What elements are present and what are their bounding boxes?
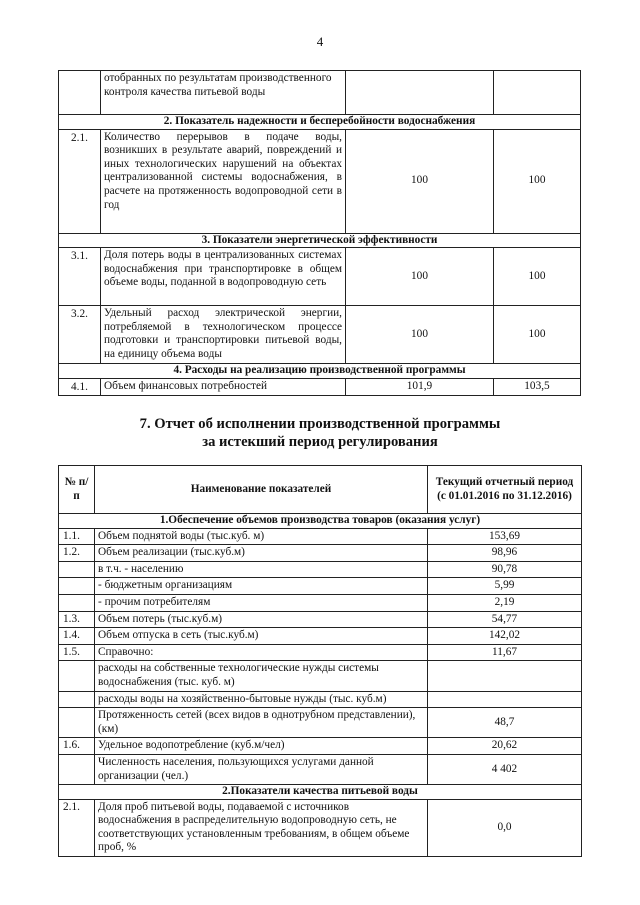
table-row [59, 754, 582, 784]
value-cell: 100 [346, 248, 494, 306]
table-row [59, 306, 581, 364]
section-title-reliability: 2. Показатель надежности и бесперебойности водоснабжения [59, 115, 581, 130]
indicator-value: 142,02 [428, 628, 582, 645]
table-row [59, 71, 581, 115]
indicator-name: Объем отпуска в сеть (тыс.куб.м) [95, 628, 428, 645]
report-title-line2: за истекший период регулирования [202, 434, 438, 450]
row-number [59, 691, 95, 708]
report-title [0, 415, 640, 451]
indicator-name: Справочно: [95, 644, 428, 661]
indicator-value: 98,96 [428, 545, 582, 562]
table-row [59, 129, 581, 233]
row-number [59, 578, 95, 595]
row-number: 2.1. [59, 799, 95, 856]
row-number: 1.3. [59, 611, 95, 628]
table-row [59, 561, 582, 578]
row-number: 3.2. [59, 306, 101, 364]
report-title-line1: 7. Отчет об исполнении производственной программы [139, 416, 501, 432]
indicator-name: расходы на собственные технологические нужды системы водоснабжения (тыс. куб. м) [95, 661, 428, 691]
performance-indicators-table [58, 70, 581, 396]
continuation-text: отобранных по результатам производственного контроля качества питьевой воды [101, 71, 346, 115]
row-number: 1.1. [59, 528, 95, 545]
indicator-name: расходы воды на хозяйственно-бытовые нужды (тыс. куб.м) [95, 691, 428, 708]
indicator-name: в т.ч. - населению [95, 561, 428, 578]
indicator-text: Доля потерь воды в централизованных системах водоснабжения при транспортировке в общем объеме воды, поданной в водопроводную сеть [101, 248, 346, 306]
indicator-value: 11,67 [428, 644, 582, 661]
section-row [59, 364, 581, 379]
table-row [59, 545, 582, 562]
table-row [59, 708, 582, 738]
header-num: № п/п [59, 466, 95, 514]
indicator-name: Протяженность сетей (всех видов в однотрубном представлении), (км) [95, 708, 428, 738]
production-rows [59, 528, 582, 785]
indicator-value [428, 691, 582, 708]
indicator-value: 0,0 [428, 799, 582, 856]
indicator-name: Удельное водопотребление (куб.м/чел) [95, 738, 428, 755]
table-row [59, 628, 582, 645]
row-number: 2.1. [59, 129, 101, 233]
row-number: 1.6. [59, 738, 95, 755]
indicator-value: 5,99 [428, 578, 582, 595]
indicator-name: - прочим потребителям [95, 594, 428, 611]
header-period: Текущий отчетный период (с 01.01.2016 по 31.12.2016) [428, 466, 582, 514]
indicator-name: Объем поднятой воды (тыс.куб. м) [95, 528, 428, 545]
row-number: 1.2. [59, 545, 95, 562]
indicator-value: 54,77 [428, 611, 582, 628]
section-title-expenses: 4. Расходы на реализацию производственной программы [59, 364, 581, 379]
value-cell: 103,5 [494, 378, 581, 396]
section-title-energy: 3. Показатели энергетической эффективности [59, 233, 581, 248]
section-title-production: 1.Обеспечение объемов производства товаров (оказания услуг) [59, 514, 582, 529]
indicator-value: 20,62 [428, 738, 582, 755]
indicator-name: Объем реализации (тыс.куб.м) [95, 545, 428, 562]
indicator-value: 2,19 [428, 594, 582, 611]
row-number: 3.1. [59, 248, 101, 306]
indicator-value: 48,7 [428, 708, 582, 738]
page-number: 4 [316, 34, 324, 49]
table-row [59, 738, 582, 755]
table-row [59, 378, 581, 396]
row-number [59, 594, 95, 611]
table-row [59, 799, 582, 856]
indicator-text: Объем финансовых потребностей [101, 378, 346, 396]
section-row [59, 514, 582, 529]
value-cell: 101,9 [346, 378, 494, 396]
table-row [59, 661, 582, 691]
table-row [59, 248, 581, 306]
row-number: 4.1. [59, 378, 101, 396]
table-row [59, 578, 582, 595]
indicator-name: Доля проб питьевой воды, подаваемой с источников водоснабжения в распределительную водопроводную сеть, не соответствующих установленным требованиям, в общем объеме проб, % [95, 799, 428, 856]
num-cell [59, 71, 101, 115]
row-number [59, 708, 95, 738]
value-cell: 100 [494, 248, 581, 306]
table-row [59, 644, 582, 661]
indicator-name: Численность населения, пользующихся услугами данной организации (чел.) [95, 754, 428, 784]
header-row [59, 466, 582, 514]
row-number [59, 661, 95, 691]
indicator-text: Количество перерывов в подаче воды, возникших в результате аварий, повреждений и иных технологических нарушений на объектах централизованной системы водоснабжения, в расчете на протяженность водопроводной сети в год [101, 129, 346, 233]
row-number [59, 754, 95, 784]
value-cell: 100 [346, 306, 494, 364]
row-number: 1.5. [59, 644, 95, 661]
indicator-value: 153,69 [428, 528, 582, 545]
table-row [59, 594, 582, 611]
indicator-value [428, 661, 582, 691]
header-name: Наименование показателей [95, 466, 428, 514]
section-title-water-quality: 2.Показатели качества питьевой воды [59, 785, 582, 800]
section-row [59, 115, 581, 130]
value-cell: 100 [346, 129, 494, 233]
value-cell: 100 [494, 129, 581, 233]
section-row [59, 785, 582, 800]
indicator-value: 90,78 [428, 561, 582, 578]
indicator-text: Удельный расход электрической энергии, потребляемой в технологическом процессе подготовки и транспортировки питьевой воды, на единицу объема воды [101, 306, 346, 364]
table-row [59, 611, 582, 628]
section-row [59, 233, 581, 248]
indicator-name: - бюджетным организациям [95, 578, 428, 595]
program-execution-report-table [58, 465, 582, 857]
indicator-name: Объем потерь (тыс.куб.м) [95, 611, 428, 628]
indicator-value: 4 402 [428, 754, 582, 784]
row-number [59, 561, 95, 578]
table-row [59, 691, 582, 708]
value-cell: 100 [494, 306, 581, 364]
table-row [59, 528, 582, 545]
row-number: 1.4. [59, 628, 95, 645]
